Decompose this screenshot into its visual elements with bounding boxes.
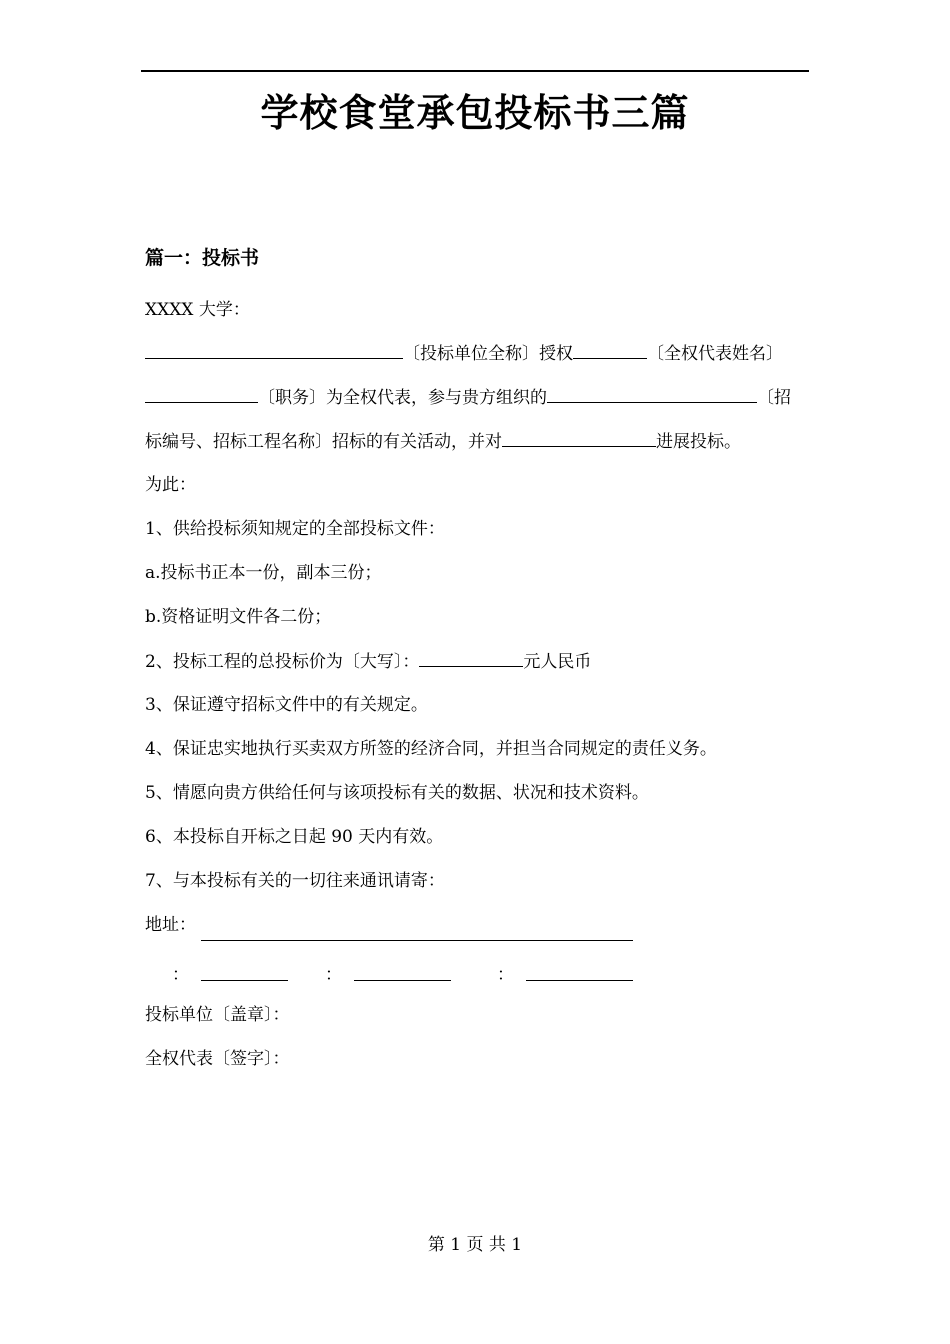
- contact-colon-3: ：: [497, 965, 514, 985]
- item-4: 4、保证忠实地执行买卖双方所签的经济合同，并担当合同规定的责任义务。: [145, 739, 717, 759]
- item-2-suffix: 元人民币: [523, 652, 592, 672]
- item-6: 6、本投标自开标之日起 90 天内有效。: [145, 827, 444, 847]
- contact-blank-1: [201, 980, 288, 981]
- auth-text-3: 〔职务〕为全权代表，参与贵方组织的: [258, 388, 547, 408]
- item-7: 7、与本投标有关的一切往来通讯请寄：: [145, 871, 445, 891]
- contact-blank-3: [526, 980, 633, 981]
- item-1b: b.资格证明文件各二份；: [145, 607, 332, 627]
- tender-no-blank: [547, 384, 757, 403]
- item-3: 3、保证遵守招标文件中的有关规定。: [145, 695, 428, 715]
- item-2-prefix: 2、投标工程的总投标价为〔大写〕：: [145, 652, 420, 672]
- price-blank: [419, 648, 523, 667]
- contact-blank-2: [354, 980, 451, 981]
- section-heading: 篇一：投标书: [145, 247, 260, 269]
- auth-line-1: [145, 340, 783, 367]
- document-title: 学校食堂承包投标书三篇: [260, 91, 690, 135]
- item-1a: a.投标书正本一份，副本三份；: [145, 563, 382, 583]
- item-2: [145, 648, 591, 675]
- contact-colon-1: ：: [172, 965, 189, 985]
- position-blank: [145, 384, 258, 403]
- address-label: 地址：: [145, 915, 196, 935]
- page-footer: 第 1 页 共 1: [427, 1235, 523, 1255]
- auth-text-2: 〔全权代表姓名〕: [647, 344, 783, 364]
- item-1: 1、供给投标须知规定的全部投标文件：: [145, 519, 445, 539]
- auth-text-1: 〔投标单位全称〕授权: [403, 344, 573, 364]
- top-rule: [141, 70, 809, 72]
- project-blank: [502, 428, 656, 447]
- auth-text-5: 标编号、招标工程名称〕招标的有关活动，并对: [145, 432, 502, 452]
- auth-text-4: 〔招: [757, 388, 791, 408]
- contact-colon-2: ：: [325, 965, 342, 985]
- auth-line-2: [145, 384, 791, 411]
- rep-name-blank: [573, 340, 647, 359]
- bidder-seal-label: 投标单位〔盖章〕：: [145, 1005, 290, 1025]
- item-5: 5、情愿向贵方供给任何与该项投标有关的数据、状况和技术资料。: [145, 783, 649, 803]
- rep-sign-label: 全权代表〔签字〕：: [145, 1049, 290, 1069]
- address-blank: [201, 940, 633, 941]
- auth-line-3: [145, 428, 741, 455]
- salutation: XXXX 大学：: [145, 300, 250, 320]
- bidder-name-blank: [145, 340, 403, 359]
- auth-text-6: 进展投标。: [656, 432, 741, 452]
- intro-text: 为此：: [145, 475, 196, 495]
